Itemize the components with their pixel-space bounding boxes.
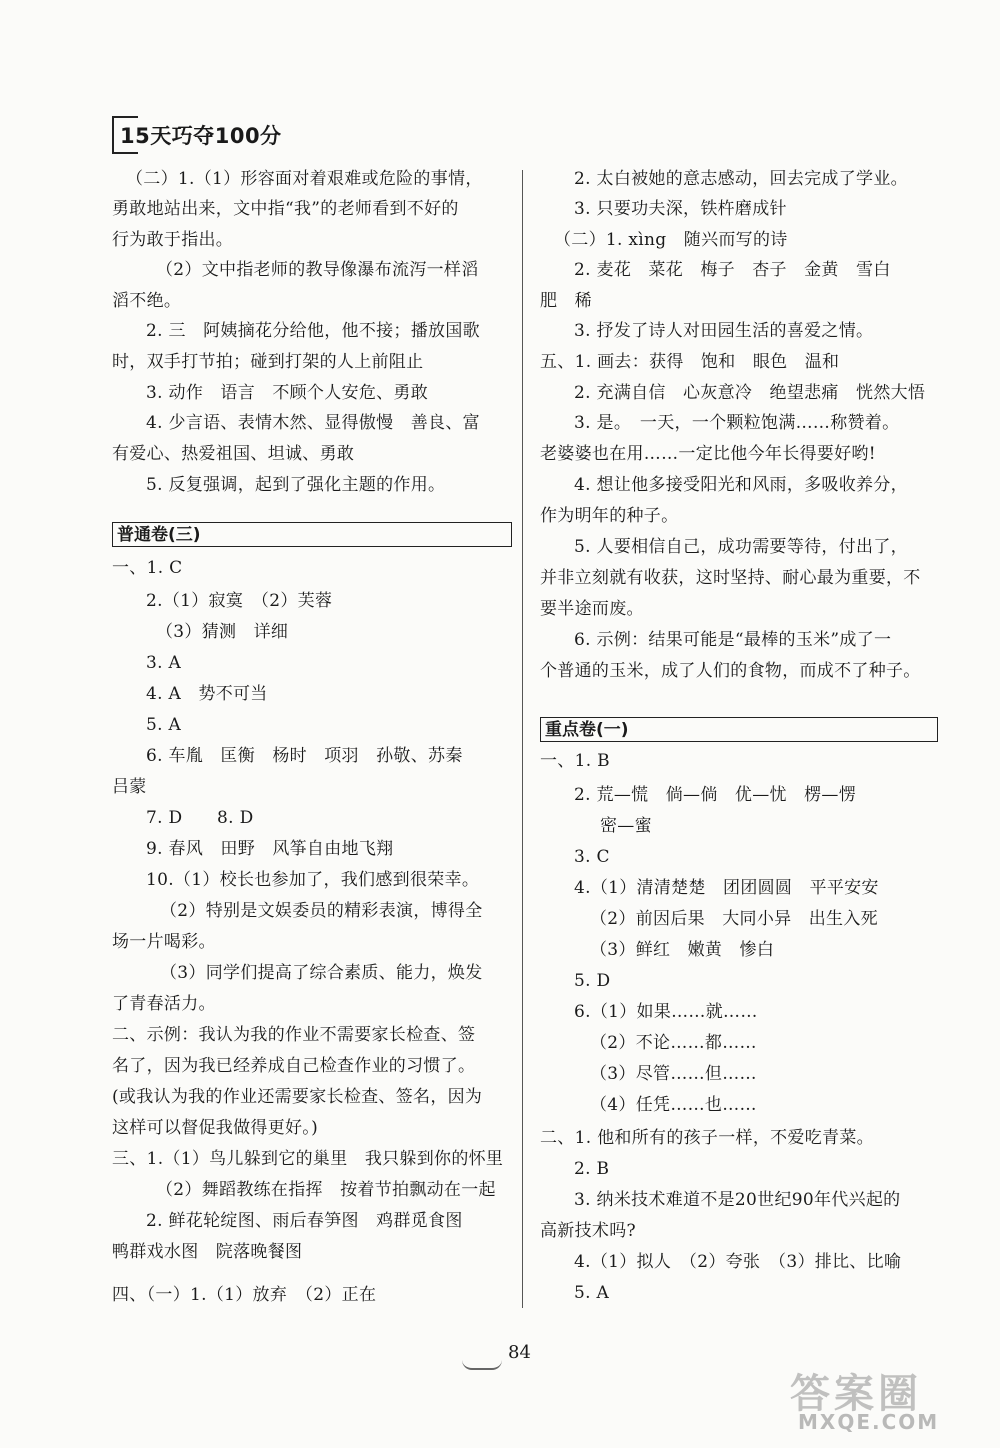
answer-line: 时，双手打节拍；碰到打架的人上前阻止 [112,352,424,372]
answer-line: （3）尽管……但…… [590,1064,757,1084]
answer-line: 场一片喝彩。 [112,932,216,952]
answer-line: 肥 稀 [540,291,592,311]
answer-line: 了青春活力。 [112,994,216,1014]
answer-line: 4.（1）清清楚楚 团团圆圆 平平安安 [574,878,879,898]
answer-line: （二）1. xìng 随兴而写的诗 [554,230,788,250]
answer-line: 鸭群戏水图 院落晚餐图 [112,1242,303,1262]
answer-line: 2. 荒—慌 倘—倘 优—忧 楞—愣 [574,785,857,805]
answer-line: 2. 三 阿姨摘花分给他，他不接；播放国歌 [146,321,480,341]
answer-line: 4. 想让他多接受阳光和风雨，多吸收养分， [574,475,908,495]
answer-line: 三、1.（1）鸟儿躲到它的巢里 我只躲到你的怀里 [112,1149,504,1169]
answer-line: 3. 纳米技术难道不是20世纪90年代兴起的 [574,1190,901,1210]
answer-line: 个普通的玉米，成了人们的食物，而成不了种子。 [540,661,921,681]
watermark-text: 答案圈 [790,1371,922,1417]
answer-line: 这样可以督促我做得更好。) [112,1118,319,1138]
answer-line: （4）任凭……也…… [590,1095,757,1115]
answer-line: 6.（1）如果……就…… [574,1002,758,1022]
answer-line: （2）特别是文娱委员的精彩表演，博得全 [160,901,483,921]
answer-line: 四、（一）1.（1）放弃 （2）正在 [112,1285,377,1305]
section-title-box: 普通卷(三) [112,522,512,547]
answer-line: 9. 春风 田野 风筝自由地飞翔 [146,839,394,859]
answer-line: 密—蜜 [600,816,652,836]
answer-line: 5. 反复强调，起到了强化主题的作用。 [146,475,446,495]
answer-line: (或我认为我的作业还需要家长检查、签名，因为 [112,1087,483,1107]
answer-line: （2）文中指老师的教导像瀑布流泻一样滔 [156,260,479,280]
book-logo [112,116,282,156]
answer-line: （3）同学们提高了综合素质、能力，焕发 [160,963,483,983]
answer-line: 勇敢地站出来，文中指“我”的老师看到不好的 [112,199,459,219]
answer-line: 有爱心、热爱祖国、坦诚、勇敢 [112,444,355,464]
answer-line: （二）1.（1）形容面对着艰难或危险的事情， [126,169,483,189]
answer-line: 3. 抒发了诗人对田园生活的喜爱之情。 [574,321,874,341]
answer-line: 并非立刻就有收获，这时坚持、耐心最为重要，不 [540,568,921,588]
swoosh-decoration [462,1360,502,1370]
answer-line: 3. 是。 一天，一个颗粒饱满……称赞着。 [574,413,900,433]
answer-line: （3）猜测 详细 [156,622,289,642]
logo-text: 15天巧夺100分 [120,124,282,148]
answer-line: 3. 动作 语言 不顾个人安危、勇敢 [146,383,429,403]
answer-line: 3. C [574,847,610,867]
answer-line: 5. A [574,1283,610,1303]
answer-line: 二、1. 他和所有的孩子一样，不爱吃青菜。 [540,1128,874,1148]
answer-line: 4. A 势不可当 [146,684,268,704]
answer-line: 要半途而废。 [540,599,644,619]
watermark-url: MXQE.COM [798,1410,940,1434]
answer-line: 3. A [146,653,182,673]
section-title-box: 重点卷(一) [540,717,938,742]
answer-line: 2. 充满自信 心灰意冷 绝望悲痛 恍然大悟 [574,383,926,403]
answer-line: 3. 只要功夫深，铁杵磨成针 [574,199,787,219]
answer-line: 10.（1）校长也参加了，我们感到很荣幸。 [146,870,480,890]
answer-line: 5. A [146,715,182,735]
answer-line: 老婆婆也在用……一定比他今年长得要好哟! [540,444,876,464]
answer-line: 作为明年的种子。 [540,506,679,526]
answer-line: （2）不论……都…… [590,1033,757,1053]
answer-line: 2. 麦花 菜花 梅子 杏子 金黄 雪白 [574,260,891,280]
watermark [790,1362,978,1436]
answer-line: 二、示例：我认为我的作业不需要家长检查、签 [112,1025,476,1045]
answer-line: 吕蒙 [112,777,147,797]
answer-line: 2. B [574,1159,610,1179]
answer-line: 高新技术吗? [540,1221,636,1241]
column-divider [522,170,523,1308]
answer-line: 5. 人要相信自己，成功需要等待，付出了， [574,537,908,557]
answer-line: 2. 太白被她的意志感动，回去完成了学业。 [574,169,908,189]
answer-line: 滔不绝。 [112,291,182,311]
answer-line: 一、1. C [112,558,183,578]
answer-line: 6. 车胤 匡衡 杨时 项羽 孙敬、苏秦 [146,746,463,766]
answer-line: 五、1. 画去：获得 饱和 眼色 温和 [540,352,840,372]
answer-line: （2）前因后果 大同小异 出生入死 [590,909,878,929]
page-number: 84 [508,1342,531,1363]
answer-line: 4. 少言语、表情木然、显得傲慢 善良、富 [146,413,480,433]
answer-line: 2.（1）寂寞 （2）芙蓉 [146,591,333,611]
page-footer [468,1338,548,1378]
answer-line: 7. D 8. D [146,808,254,828]
answer-line: 名了，因为我已经养成自己检查作业的习惯了。 [112,1056,476,1076]
answer-line: （3）鲜红 嫩黄 惨白 [590,940,775,960]
answer-line: 4.（1）拟人 （2）夸张 （3）排比、比喻 [574,1252,902,1272]
answer-line: 6. 示例：结果可能是“最棒的玉米”成了一 [574,630,892,650]
answer-line: 2. 鲜花轮绽图、雨后春笋图 鸡群觅食图 [146,1211,463,1231]
answer-line: 5. D [574,971,611,991]
answer-line: 行为敢于指出。 [112,230,234,250]
answer-line: （2）舞蹈教练在指挥 按着节拍飘动在一起 [156,1180,496,1200]
answer-line: 一、1. B [540,751,610,771]
